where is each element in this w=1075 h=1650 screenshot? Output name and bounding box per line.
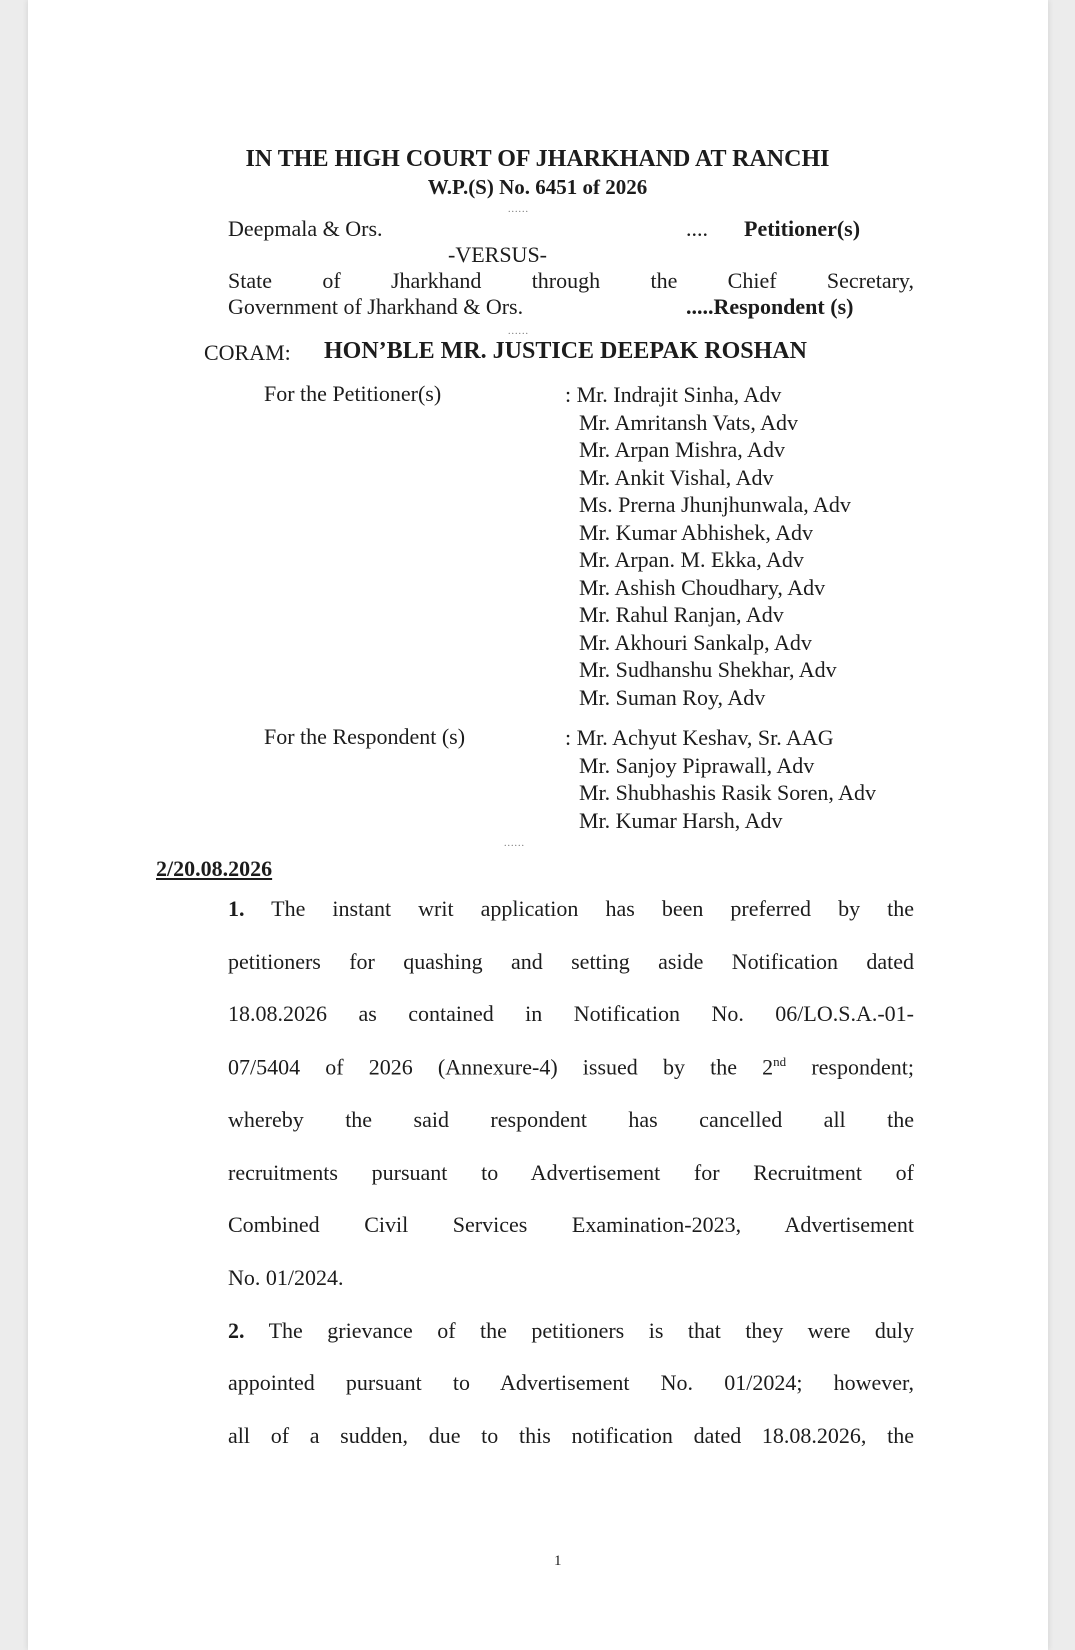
- paragraph-2-line: all of a sudden, due to this notification dated 18.08.2026, the: [228, 1423, 914, 1448]
- word: Jharkhand: [390, 268, 482, 293]
- respondent-counsel-list: [565, 724, 876, 834]
- respondent-line-1: [228, 268, 914, 294]
- word: the: [650, 268, 678, 293]
- counsel-entry: Ms. Prerna Jhunjhunwala, Adv: [579, 492, 851, 517]
- word: Chief: [727, 268, 777, 293]
- word: Secretary,: [826, 268, 914, 293]
- counsel-entry: Mr. Rahul Ranjan, Adv: [579, 602, 784, 627]
- paragraph-1-line: 07/5404 of 2026 (Annexure-4) issued by the 2nd respondent;: [228, 1054, 914, 1080]
- separator-dots: ......: [504, 838, 525, 849]
- separator-dots: ......: [508, 204, 529, 215]
- paragraph-1-line: 18.08.2026 as contained in Notification No. 06/LO.S.A.-01-: [228, 1001, 914, 1026]
- counsel-entry: Mr. Suman Roy, Adv: [579, 684, 766, 710]
- paragraph-1-line: recruitments pursuant to Advertisement for Recruitment of: [228, 1160, 914, 1185]
- petitioner-counsel-list: [565, 381, 851, 711]
- counsel-entry: Mr. Sanjoy Piprawall, Adv: [579, 752, 815, 778]
- paragraph-1-line: No. 01/2024.: [228, 1265, 344, 1290]
- case-number: W.P.(S) No. 6451 of 2026: [427, 175, 648, 199]
- page-number: 1: [554, 1553, 562, 1569]
- paragraph-number: 2.: [228, 1318, 245, 1343]
- counsel-entry: Mr. Kumar Abhishek, Adv: [579, 519, 814, 545]
- court-title: IN THE HIGH COURT OF JHARKHAND AT RANCHI: [245, 146, 830, 172]
- counsel-entry: Mr. Shubhashis Rasik Soren, Adv: [579, 780, 877, 805]
- paragraph-1-line: petitioners for quashing and setting aside Notification dated: [228, 949, 914, 974]
- paragraph-1-line: 1. The instant writ application has been preferred by the: [228, 896, 914, 921]
- paragraph-1-line: Combined Civil Services Examination-2023, Advertisement: [228, 1212, 914, 1237]
- counsel-entry: Mr. Arpan. M. Ekka, Adv: [579, 547, 804, 572]
- separator-dots: ......: [508, 326, 529, 337]
- counsel-entry: Mr. Kumar Harsh, Adv: [579, 807, 783, 833]
- counsel-entry: Mr. Ashish Choudhary, Adv: [579, 574, 826, 600]
- word: of: [322, 268, 341, 293]
- versus-label: -VERSUS-: [448, 242, 548, 267]
- counsel-entry: Mr. Amritansh Vats, Adv: [579, 409, 799, 435]
- paragraph-2-line: 2. The grievance of the petitioners is that they were duly: [228, 1318, 914, 1343]
- order-date: 2/20.08.2026: [156, 856, 273, 881]
- petitioner-label: Petitioner(s): [744, 216, 861, 241]
- paragraph-2-line: appointed pursuant to Advertisement No. 01/2024; however,: [228, 1370, 914, 1395]
- coram-label: CORAM:: [204, 340, 291, 365]
- paragraph-number: 1.: [228, 896, 245, 921]
- superscript: nd: [773, 1054, 787, 1069]
- respondent-line-2: Government of Jharkhand & Ors.: [228, 294, 524, 319]
- paragraph-1-line: whereby the said respondent has cancelled all the: [228, 1107, 914, 1132]
- counsel-entry: : Mr. Achyut Keshav, Sr. AAG: [565, 725, 834, 750]
- respondent-counsel-label: For the Respondent (s): [264, 724, 466, 749]
- petitioner-dots: ....: [686, 216, 708, 241]
- word: through: [531, 268, 601, 293]
- counsel-entry: Mr. Akhouri Sankalp, Adv: [579, 629, 812, 655]
- counsel-entry: Mr. Arpan Mishra, Adv: [579, 437, 785, 462]
- respondent-label: .....Respondent (s): [686, 294, 854, 319]
- petitioner-name: Deepmala & Ors.: [228, 216, 383, 241]
- counsel-entry: Mr. Ankit Vishal, Adv: [579, 464, 774, 490]
- petitioner-counsel-label: For the Petitioner(s): [264, 381, 442, 406]
- counsel-entry: : Mr. Indrajit Sinha, Adv: [565, 382, 782, 407]
- word: State: [228, 268, 272, 293]
- judge-name: HON’BLE MR. JUSTICE DEEPAK ROSHAN: [324, 338, 807, 364]
- counsel-entry: Mr. Sudhanshu Shekhar, Adv: [579, 657, 837, 682]
